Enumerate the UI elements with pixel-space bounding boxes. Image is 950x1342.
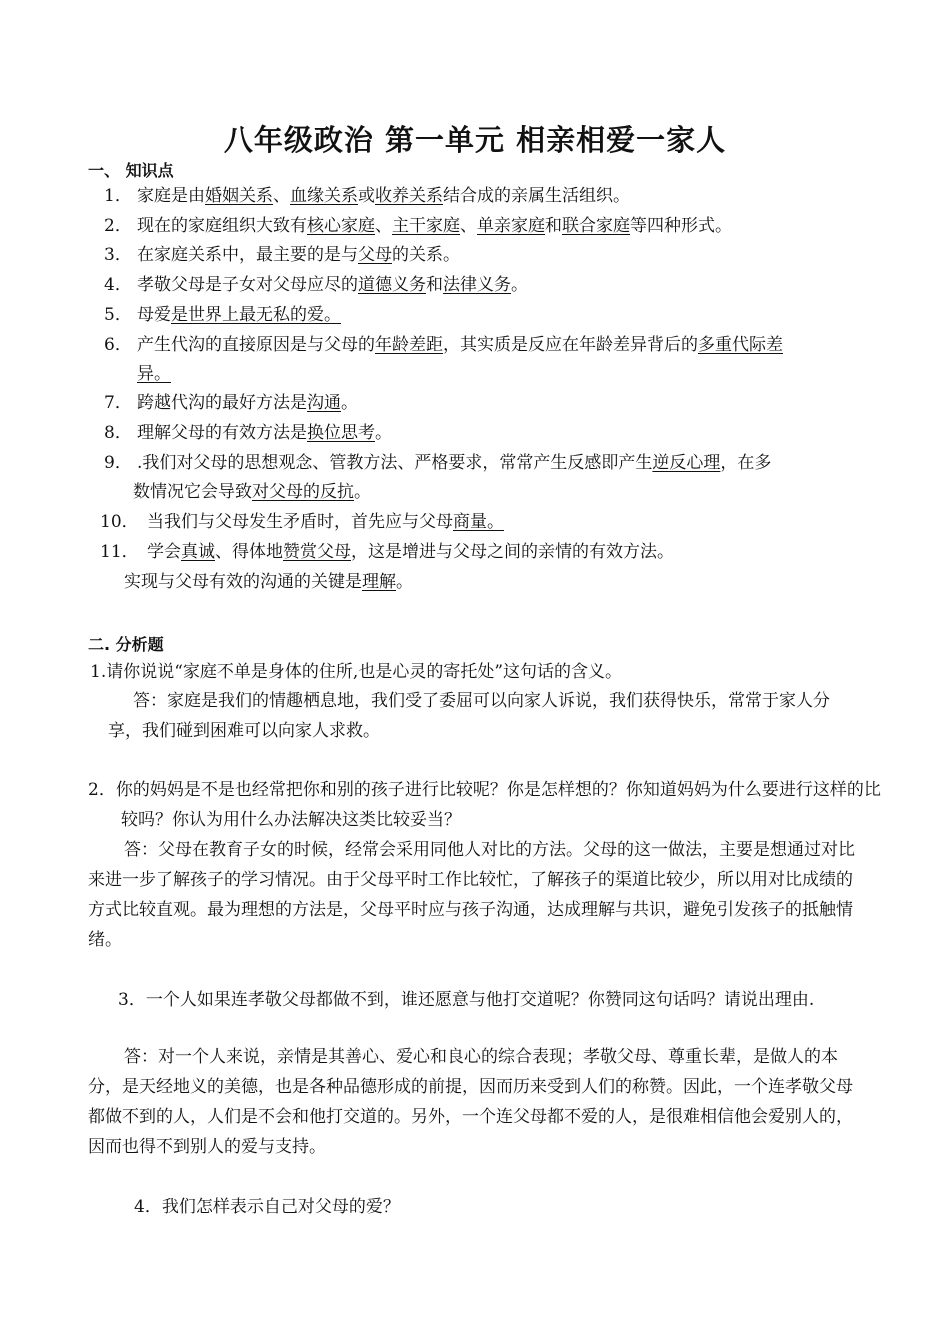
text-segment: 结合成的亲属生活组织。	[443, 186, 630, 206]
text-segment: 和	[426, 275, 443, 295]
text-segment: 。	[341, 393, 358, 413]
underlined-term: 异。	[137, 364, 171, 384]
underlined-term: 血缘关系	[290, 186, 358, 206]
text-segment: 或	[358, 186, 375, 206]
underlined-term: 是世界上最无私的爱。	[171, 305, 341, 325]
text-segment: 产生代沟的直接原因是与父母的	[137, 335, 375, 355]
list-item-number: 7．	[104, 393, 132, 413]
text-segment: 的关系。	[392, 245, 460, 265]
text-segment: .我们对父母的思想观念、管教方法、严格要求，常常产生反感即产生	[137, 453, 653, 473]
list-item-continuation	[133, 482, 371, 502]
text-segment: 孝敬父母是子女对父母应尽的	[137, 275, 358, 295]
list-item-number: 4．	[104, 275, 132, 295]
text-segment: 母爱	[137, 305, 171, 325]
question-1: 1.请你说说“家庭不单是身体的住所,也是心灵的寄托处”这句话的含义。	[90, 662, 623, 682]
underlined-term: 单亲家庭	[477, 216, 545, 236]
text-segment: 。	[375, 423, 392, 443]
list-item	[137, 245, 460, 265]
text-segment: 等四种形式。	[630, 216, 732, 236]
question-3: 3．一个人如果连孝敬父母都做不到，谁还愿意与他打交道呢？你赞同这句话吗？请说出理由.	[118, 990, 815, 1010]
text-segment: 现在的家庭组织大致有	[137, 216, 307, 236]
text-segment: 理解父母的有效方法是	[137, 423, 307, 443]
list-item	[147, 542, 674, 562]
underlined-term: 逆反心理	[652, 453, 721, 473]
underlined-term: 换位思考	[307, 423, 375, 443]
text-segment: ，在多	[720, 453, 772, 473]
list-item-number: 11．	[100, 542, 139, 562]
underlined-term: 真诚	[181, 542, 215, 562]
list-item	[137, 335, 783, 355]
text-segment: 学会	[147, 542, 181, 562]
list-item	[137, 216, 732, 236]
question-2: 2．你的妈妈是不是也经常把你和别的孩子进行比较呢？你是怎样想的？你知道妈妈为什么要进行这样的比较吗？你认为用什么办法解决这类比较妥当？	[88, 780, 881, 830]
underlined-term: 法律义务	[443, 275, 511, 295]
text-segment: 家庭是由	[137, 186, 205, 206]
text-segment: 当我们与父母发生矛盾时，首先应与父母	[147, 512, 453, 532]
text-segment: ，其实质是反应在年龄差异背后的	[443, 335, 698, 355]
underlined-term: 父母	[358, 245, 392, 265]
text-segment: 、	[460, 216, 477, 236]
text-segment: 、	[375, 216, 392, 236]
underlined-term: 主干家庭	[392, 216, 460, 236]
list-item	[137, 393, 358, 413]
answer-2: 答：父母在教育子女的时候，经常会采用同他人对比的方法。父母的这一做法，主要是想通过对比来进一步了解孩子的学习情况。由于父母平时工作比较忙，了解孩子的渠道比较少，所以用对比成绩的方式比较直观。最为理想的方法是，父母平时应与孩子沟通，达成理解与共识，避免引发孩子的抵触情绪。	[88, 840, 855, 950]
list-item	[147, 512, 504, 532]
page-title: 八年级政治 第一单元 相亲相爱一家人	[223, 123, 727, 157]
list-item	[137, 186, 630, 206]
text-segment: 数情况它会导致	[133, 482, 252, 502]
text-segment: ，这是增进与父母之间的亲情的有效方法。	[351, 542, 674, 562]
text-segment: 实现与父母有效的沟通的关键是	[124, 572, 362, 592]
question-4: 4．我们怎样表示自己对父母的爱？	[134, 1197, 400, 1217]
underlined-term: 核心家庭	[307, 216, 375, 236]
text-segment: 和	[545, 216, 562, 236]
underlined-term: 婚姻关系	[205, 186, 273, 206]
underlined-term: 联合家庭	[562, 216, 630, 236]
extra-point	[124, 572, 413, 592]
underlined-term: 年龄差距	[375, 335, 443, 355]
list-item	[137, 275, 528, 295]
list-item	[137, 305, 341, 325]
underlined-term: 道德义务	[358, 275, 426, 295]
list-item-number: 10．	[100, 512, 139, 532]
section-heading-knowledge: 一、 知识点	[88, 161, 174, 180]
text-segment: 跨越代沟的最好方法是	[137, 393, 307, 413]
underlined-term: 收养关系	[375, 186, 443, 206]
text-segment: 。	[511, 275, 528, 295]
text-segment: 。	[354, 482, 371, 502]
underlined-term: 多重代际差	[698, 335, 783, 355]
underlined-term: 沟通	[307, 393, 341, 413]
section-heading-analysis: 二. 分析题	[88, 635, 164, 654]
list-item-continuation	[137, 364, 171, 384]
list-item-number: 3．	[104, 245, 132, 265]
list-item-number: 1．	[104, 186, 132, 206]
text-segment: 、	[273, 186, 290, 206]
list-item	[137, 423, 392, 443]
answer-1: 答：家庭是我们的情趣栖息地，我们受了委屈可以向家人诉说，我们获得快乐，常常于家人分享，我们碰到困难可以向家人求救。	[108, 691, 830, 741]
text-segment: 。	[396, 572, 413, 592]
answer-3: 答：对一个人来说，亲情是其善心、爱心和良心的综合表现；孝敬父母、尊重长辈，是做人的本分，是天经地义的美德，也是各种品德形成的前提，因而历来受到人们的称赞。因此，一个连孝敬父母都做不到的人，人们是不会和他打交道的。另外，一个连父母都不爱的人，是很难相信他会爱别人的，因而也得不到别人的爱与支持。	[88, 1047, 853, 1157]
underlined-term: 赞赏父母	[283, 542, 351, 562]
underlined-term: 对父母的反抗	[252, 482, 354, 502]
list-item-number: 6．	[104, 335, 132, 355]
list-item-number: 9．	[104, 453, 132, 473]
underlined-term: 商量。	[453, 512, 504, 532]
text-segment: 、得体地	[215, 542, 283, 562]
underlined-term: 理解	[362, 572, 396, 592]
text-segment: 在家庭关系中，最主要的是与	[137, 245, 358, 265]
list-item-number: 5．	[104, 305, 132, 325]
list-item-number: 8．	[104, 423, 132, 443]
list-item	[137, 453, 771, 473]
list-item-number: 2．	[104, 216, 132, 236]
